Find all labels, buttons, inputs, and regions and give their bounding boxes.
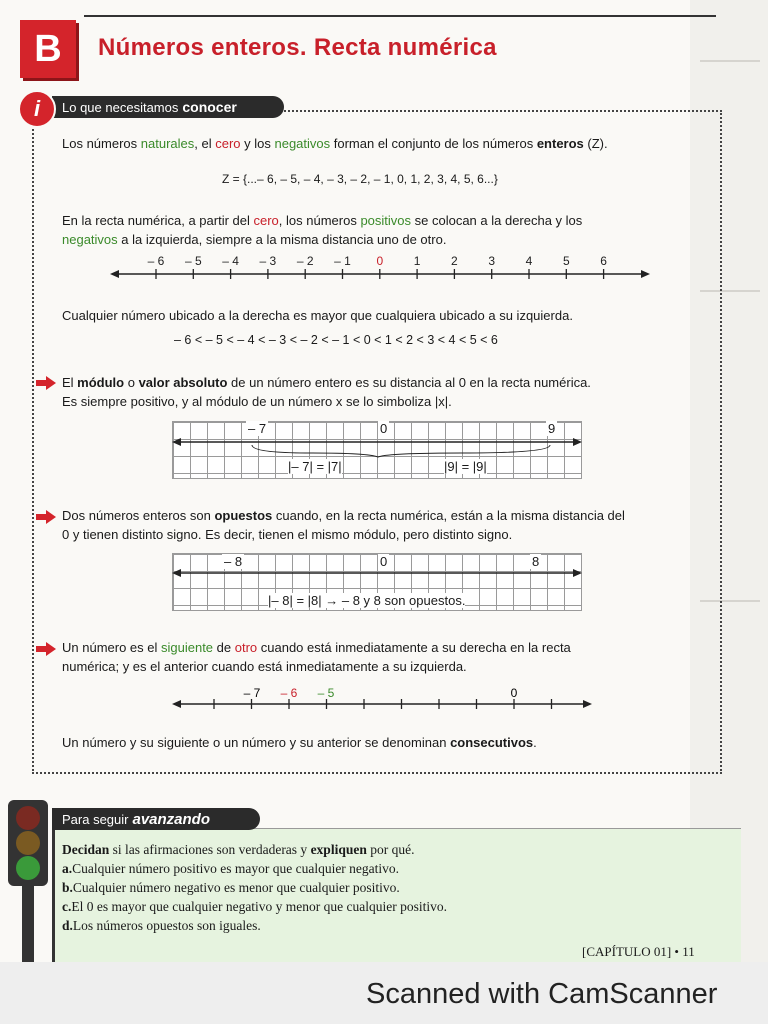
page-title: Números enteros. Recta numérica bbox=[98, 34, 497, 61]
term-cero: cero bbox=[253, 213, 279, 228]
need-label-strong: conocer bbox=[182, 99, 237, 115]
exercise-item bbox=[62, 878, 447, 897]
text-run: . bbox=[533, 735, 537, 750]
para-next-previous bbox=[62, 638, 712, 676]
tick-label: – 2 bbox=[296, 254, 314, 268]
section-badge: B bbox=[20, 20, 76, 78]
text-run: , el bbox=[194, 136, 216, 151]
term-naturales: naturales bbox=[140, 136, 195, 151]
exercise-item-letter: d. bbox=[62, 918, 73, 933]
text-run: numérica; y es el anterior cuando está inmediatamente a su izquierda. bbox=[62, 659, 467, 674]
term-expliquen: expliquen bbox=[310, 842, 367, 857]
text-run: Dos números enteros son bbox=[62, 508, 215, 523]
inequality-chain: – 6 < – 5 < – 4 < – 3 < – 2 < – 1 < 0 < 1 < 2 < 3 < 4 < 5 < 6 bbox=[174, 333, 498, 347]
term-decidan: Decidan bbox=[62, 842, 110, 857]
text-run: por qué. bbox=[366, 842, 415, 857]
text-run: de bbox=[213, 640, 235, 655]
text-run: Un número y su siguiente o un número y su anterior se denominan bbox=[62, 735, 451, 750]
traffic-green-light bbox=[16, 856, 40, 880]
grid1-zero-label: 0 bbox=[380, 421, 388, 436]
exercise-item-letter: c. bbox=[62, 899, 72, 914]
bleed-line bbox=[700, 60, 760, 62]
para-consecutives bbox=[62, 733, 712, 752]
term-siguiente: siguiente bbox=[161, 640, 214, 655]
term-valor-absoluto: valor absoluto bbox=[138, 375, 228, 390]
traffic-yellow-light bbox=[16, 831, 40, 855]
term-positivos: positivos bbox=[360, 213, 412, 228]
text-run: o bbox=[124, 375, 139, 390]
text-run: Los números bbox=[62, 136, 141, 151]
text-run: Un número es el bbox=[62, 640, 161, 655]
exercise-item-text: El 0 es mayor que cualquier negativo y menor que cualquier positivo. bbox=[71, 899, 448, 914]
para-absolute-value bbox=[62, 373, 712, 411]
traffic-light-pole bbox=[22, 886, 34, 962]
term-consecutivos: consecutivos bbox=[450, 735, 534, 750]
arrow-right-icon bbox=[573, 438, 582, 446]
opposites-equation: |– 8| = |8| → – 8 y 8 son opuestos. bbox=[268, 593, 466, 608]
tick-label: – 4 bbox=[222, 254, 239, 268]
exercise-item-text: Cualquier número positivo es mayor que cualquier negativo. bbox=[72, 861, 400, 876]
text-run: 0 y tienen distinto signo. Es decir, tienen el mismo módulo, pero distinto signo. bbox=[62, 527, 513, 542]
tick-label: – 1 bbox=[334, 254, 351, 268]
text-run: cuando está inmediatamente a su derecha en la recta bbox=[257, 640, 571, 655]
term-modulo: módulo bbox=[77, 375, 125, 390]
exercise-item-text: Los números opuestos son iguales. bbox=[72, 918, 261, 933]
tick-label: 5 bbox=[562, 254, 570, 268]
go-label-strong: avanzando bbox=[132, 810, 211, 828]
text-run: si las afirmaciones son verdaderas y bbox=[109, 842, 311, 857]
text-run: cuando, en la recta numérica, están a la misma distancia del bbox=[272, 508, 625, 523]
z-set: Z = {...– 6, – 5, – 4, – 3, – 2, – 1, 0, 1, 2, 3, 4, 5, 6...} bbox=[222, 172, 498, 186]
text-run: , los números bbox=[278, 213, 361, 228]
scanner-watermark: Scanned with CamScanner bbox=[366, 978, 718, 1010]
grid2-left-label: – 8 bbox=[224, 554, 243, 569]
top-rule bbox=[84, 15, 716, 17]
red-arrow-icon bbox=[36, 643, 56, 655]
grid1-right-label: 9 bbox=[548, 421, 556, 436]
term-enteros: enteros bbox=[536, 136, 584, 151]
text-run: En la recta numérica, a partir del bbox=[62, 213, 254, 228]
abs-value-diagram bbox=[172, 421, 582, 479]
need-label-prefix: Lo que necesitamos bbox=[62, 99, 179, 115]
nl2-label: – 5 bbox=[317, 686, 335, 700]
text-run: de un número entero es su distancia al 0 en la recta numérica. bbox=[227, 375, 591, 390]
exercise-list bbox=[62, 859, 447, 935]
go-label-prefix: Para seguir bbox=[62, 811, 129, 827]
arrow-right-icon bbox=[641, 270, 650, 278]
tick-label: – 3 bbox=[259, 254, 277, 268]
tick-label: 0 bbox=[376, 254, 384, 268]
number-line-2 bbox=[172, 682, 592, 716]
tick-label: 4 bbox=[525, 254, 533, 268]
info-icon: i bbox=[18, 90, 56, 128]
distance-brace bbox=[252, 445, 550, 457]
term-otro: otro bbox=[234, 640, 258, 655]
arrow-left-icon bbox=[110, 270, 119, 278]
tick-label: 6 bbox=[600, 254, 607, 268]
grid2-zero-label: 0 bbox=[380, 554, 388, 569]
grid1-left-label: – 7 bbox=[248, 421, 267, 436]
text-run: (Z). bbox=[583, 136, 608, 151]
tick-label: 3 bbox=[488, 254, 496, 268]
page-footer: [CAPÍTULO 01] • 11 bbox=[582, 944, 695, 959]
exercise-item bbox=[62, 916, 447, 935]
para-integers-definition bbox=[62, 134, 712, 153]
exercise-item bbox=[62, 859, 447, 878]
text-run: El bbox=[62, 375, 78, 390]
term-negativos: negativos bbox=[62, 232, 118, 247]
arrow-right-icon bbox=[583, 700, 592, 708]
exercise-intro bbox=[62, 840, 712, 859]
abs-eq-left: |– 7| = |7| bbox=[288, 459, 342, 474]
para-opposites bbox=[62, 506, 712, 544]
term-negativos: negativos bbox=[274, 136, 331, 151]
nl2-label: 0 bbox=[510, 686, 518, 700]
arrow-left-icon bbox=[172, 569, 181, 577]
text-run: y los bbox=[240, 136, 275, 151]
arrow-left-icon bbox=[172, 700, 181, 708]
grid2-right-label: 8 bbox=[532, 554, 540, 569]
nl2-label: – 7 bbox=[243, 686, 261, 700]
number-line-1 bbox=[110, 252, 650, 286]
exercise-item bbox=[62, 897, 447, 916]
need-to-know-label bbox=[52, 96, 284, 118]
term-cero: cero bbox=[215, 136, 241, 151]
keep-going-label bbox=[52, 808, 260, 830]
tick-label: 1 bbox=[413, 254, 421, 268]
exercise-item-text: Cualquier número negativo es menor que cualquier positivo. bbox=[72, 880, 400, 895]
nl2-label: – 6 bbox=[280, 686, 298, 700]
tick-label: – 6 bbox=[147, 254, 165, 268]
traffic-red-light bbox=[16, 806, 40, 830]
tick-label: 2 bbox=[451, 254, 458, 268]
text-run: a la izquierda, siempre a la misma distancia uno de otro. bbox=[117, 232, 447, 247]
text-run: forman el conjunto de los números bbox=[330, 136, 537, 151]
text-run: Es siempre positivo, y al módulo de un número x se lo simboliza |x|. bbox=[62, 394, 452, 409]
abs-eq-right: |9| = |9| bbox=[444, 459, 487, 474]
red-arrow-icon bbox=[36, 511, 56, 523]
exercise-item-letter: a. bbox=[62, 861, 73, 876]
text-run: se colocan a la derecha y los bbox=[411, 213, 583, 228]
tick-label: – 5 bbox=[184, 254, 202, 268]
term-opuestos: opuestos bbox=[214, 508, 273, 523]
para-number-line bbox=[62, 211, 712, 249]
para-order-rule: Cualquier número ubicado a la derecha es mayor que cualquiera ubicado a su izquierda. bbox=[62, 308, 573, 323]
traffic-light-icon bbox=[8, 800, 48, 886]
red-arrow-icon bbox=[36, 377, 56, 389]
arrow-right-icon bbox=[573, 569, 582, 577]
exercise-item-letter: b. bbox=[62, 880, 73, 895]
arrow-left-icon bbox=[172, 438, 181, 446]
